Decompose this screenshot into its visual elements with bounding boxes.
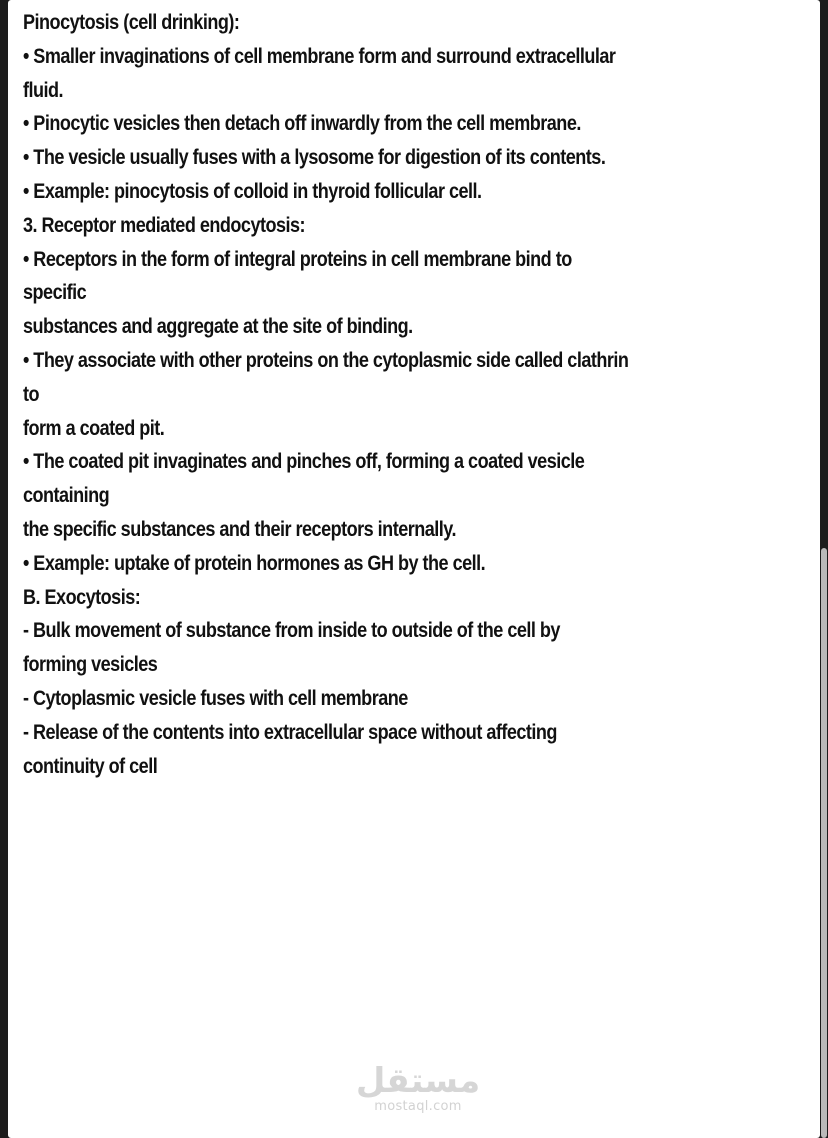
text-line: to	[23, 382, 40, 406]
text-line: • Example: uptake of protein hormones as GH by the cell.	[23, 551, 486, 575]
vertical-scrollbar[interactable]	[821, 548, 827, 1138]
text-line: - Cytoplasmic vesicle fuses with cell membrane	[23, 686, 408, 710]
text-line: the specific substances and their receptors internally.	[23, 517, 456, 541]
section-heading-receptor-endocytosis: 3. Receptor mediated endocytosis:	[23, 213, 306, 237]
watermark	[348, 1062, 488, 1114]
text-line: containing	[23, 484, 110, 508]
text-line: continuity of cell	[23, 754, 158, 778]
text-line: • They associate with other proteins on the cytoplasmic side called clathrin	[23, 348, 629, 372]
watermark-logo: مستقل	[355, 1061, 481, 1101]
text-line: • Pinocytic vesicles then detach off inwardly from the cell membrane.	[23, 112, 581, 136]
section-heading-pinocytosis: Pinocytosis (cell drinking):	[23, 11, 240, 34]
text-line: • The coated pit invaginates and pinches off, forming a coated vesicle	[23, 450, 585, 474]
text-line: fluid.	[23, 78, 64, 102]
text-line: specific	[23, 281, 87, 305]
text-line: - Bulk movement of substance from inside to outside of the cell by	[23, 619, 560, 643]
watermark-site: mostaql.com	[374, 1099, 462, 1114]
text-line: • The vesicle usually fuses with a lysosome for digestion of its contents.	[23, 146, 606, 170]
text-line: • Example: pinocytosis of colloid in thyroid follicular cell.	[23, 179, 482, 203]
text-line: form a coated pit.	[23, 416, 165, 440]
text-line: • Receptors in the form of integral proteins in cell membrane bind to	[23, 247, 572, 271]
document-text	[23, 6, 813, 783]
document-page	[8, 0, 820, 1138]
text-line: forming vesicles	[23, 653, 158, 677]
section-heading-exocytosis: B. Exocytosis:	[23, 585, 141, 609]
text-line: • Smaller invaginations of cell membrane form and surround extracellular	[23, 44, 616, 68]
text-line: substances and aggregate at the site of binding.	[23, 315, 413, 339]
text-line: - Release of the contents into extracellular space without affecting	[23, 720, 557, 744]
